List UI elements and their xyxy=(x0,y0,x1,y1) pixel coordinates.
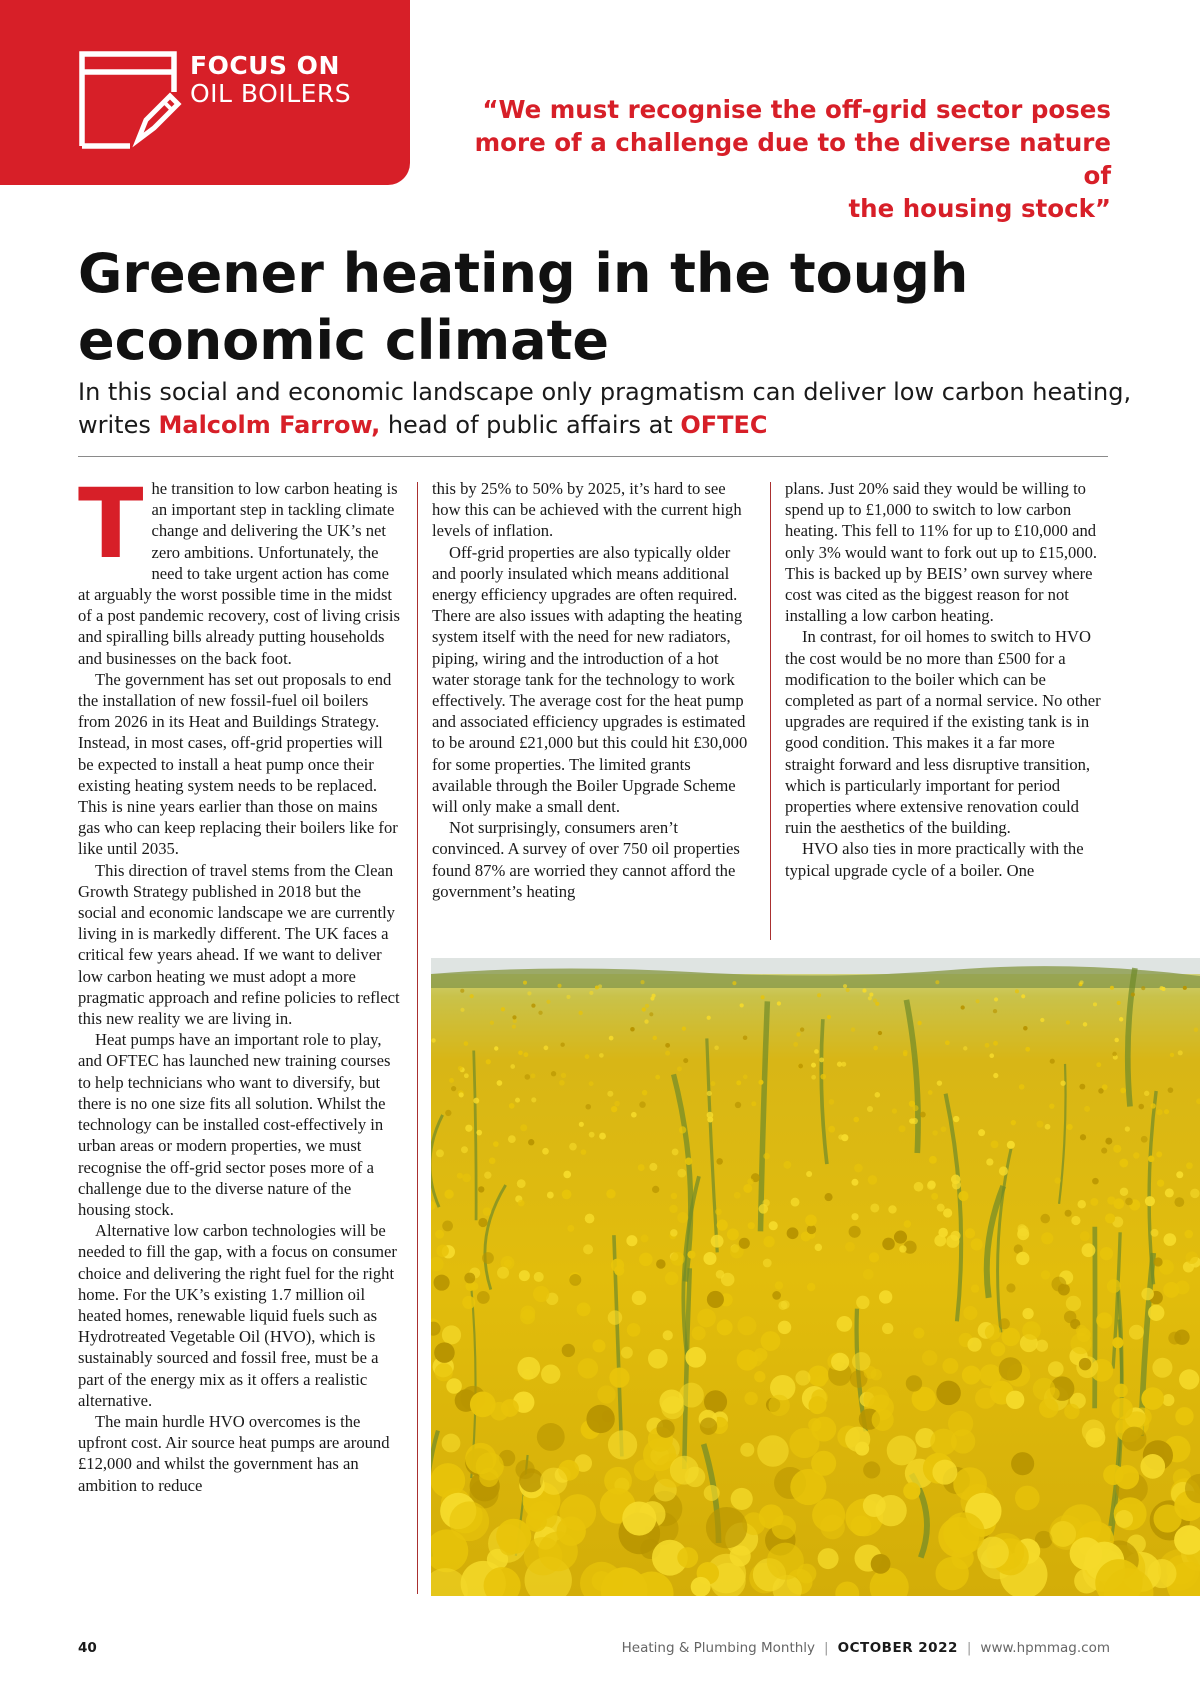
headline: Greener heating in the tough economic climate xyxy=(78,242,969,372)
standfirst xyxy=(78,376,1138,442)
footer-separator: | xyxy=(966,1640,972,1656)
footer-separator: | xyxy=(824,1640,829,1656)
body-paragraph: Not surprisingly, consumers aren’t convinced. A survey of over 750 oil properties found 87% are worried they cannot afford the government’s heating xyxy=(432,818,740,901)
body-paragraph: The government has set out proposals to end the installation of new fossil-fuel oil boilers from 2026 in its Heat and Buildings Strategy. Instead, in most cases, off-grid properties will be expected to install a heat pump once their existing heating system needs to be replaced. This is nine years earlier than those on mains gas who can keep replacing their boilers like for like until 2035. xyxy=(78,669,398,859)
body-column-1 xyxy=(78,468,400,1496)
publication-name: Heating & Plumbing Monthly xyxy=(621,1640,816,1656)
body-column-3 xyxy=(785,478,1107,881)
body-column-2 xyxy=(432,478,754,902)
pull-quote: “We must recognise the off-grid sector poses more of a challenge due to the diverse nature of the housing stock” xyxy=(474,95,1111,223)
section-label-line1: FOCUS ON xyxy=(190,51,340,80)
notepad-pencil-icon xyxy=(78,50,182,154)
standfirst-intro: In this social and economic landscape only pragmatism can deliver low carbon heating, writes xyxy=(78,378,1132,439)
body-paragraph: Heat pumps have an important role to play, and OFTEC has launched new training courses to help technicians who want to diversify, but there is no one size fits all solution. Whilst the technology can be installed cost-effectively in urban areas or modern properties, we must recognise the off-grid sector poses more of a challenge due to the diverse nature of the housing stock. xyxy=(78,1030,391,1219)
column-divider xyxy=(417,482,418,1594)
page-number: 40 xyxy=(78,1640,97,1656)
author-role: head of public affairs at xyxy=(380,411,681,439)
website-url: www.hpmmag.com xyxy=(980,1640,1110,1656)
issue-date: OCTOBER 2022 xyxy=(837,1640,958,1656)
standfirst-divider xyxy=(78,456,1108,457)
body-paragraph: plans. Just 20% said they would be willing to spend up to £1,000 to switch to low carbon heating. This fell to 11% for up to £10,000 and only 3% would want to fork out up to £15,000. This is backed up by BEIS’ own survey where cost was cited as the biggest reason for not installing a low carbon heating. xyxy=(785,479,1098,626)
drop-cap: T xyxy=(78,468,144,580)
body-paragraph: this by 25% to 50% by 2025, it’s hard to see how this can be achieved with the current high levels of inflation. xyxy=(432,479,742,541)
author-name: Malcolm Farrow, xyxy=(158,411,381,439)
footer-credits xyxy=(622,1640,1110,1656)
column-divider xyxy=(770,482,771,940)
rapeseed-field-photo xyxy=(431,958,1200,1596)
body-paragraph: Off-grid properties are also typically older and poorly insulated which means additional energy efficiency upgrades are often required. There are also issues with adapting the heating system itself with the need for new radiators, piping, wiring and the introduction of a hot water storage tank for the technology to work effectively. The average cost for the heat pump and associated efficiency upgrades is estimated to be around £21,000 but this could hit £30,000 for some properties. The limited grants available through the Boiler Upgrade Scheme will only make a small dent. xyxy=(432,542,748,817)
body-paragraph: The main hurdle HVO overcomes is the upfront cost. Air source heat pumps are around £12,000 and whilst the government has an ambition to reduce xyxy=(78,1411,390,1495)
section-label xyxy=(190,52,351,108)
body-paragraph: HVO also ties in more practically with the typical upgrade cycle of a boiler. One xyxy=(785,839,1084,880)
section-tab xyxy=(0,0,410,185)
rapeseed-field-illustration xyxy=(431,958,1200,1596)
section-label-line2: OIL BOILERS xyxy=(190,79,352,108)
organisation-name: OFTEC xyxy=(680,411,768,439)
body-paragraph: The transition to low carbon heating is an important step in tackling climate change and delivering the UK’s net zero ambitions. Unfortunately, the need to take urgent action has come at arguably the worst possible time in the midst of a post pandemic recovery, cost of living crisis and spiralling bills already putting households and businesses on the back foot. xyxy=(78,468,400,668)
body-paragraph: This direction of travel stems from the Clean Growth Strategy published in 2018 but the social and economic landscape we are currently living in is markedly different. The UK faces a critical few years ahead. If we want to deliver low carbon heating we must adopt a more pragmatic approach and refine policies to reflect this new reality we are living in. xyxy=(78,860,400,1029)
body-paragraph: Alternative low carbon technologies will be needed to fill the gap, with a focus on consumer choice and delivering the right fuel for the right home. For the UK’s existing 1.7 million oil heated homes, renewable liquid fuels such as Hydrotreated Vegetable Oil (HVO), which is sustainably sourced and fossil free, must be a part of the energy mix as it offers a realistic alternative. xyxy=(78,1221,397,1410)
page-footer xyxy=(0,1640,1200,1660)
body-paragraph: In contrast, for oil homes to switch to HVO the cost would be no more than £500 for a modification to the boiler which can be completed as part of a normal service. No other upgrades are required if the existing tank is in good condition. This makes it a far more straight forward and less disruptive transition, which is particularly important for period properties where extensive renovation could ruin the aesthetics of the building. xyxy=(785,627,1101,838)
